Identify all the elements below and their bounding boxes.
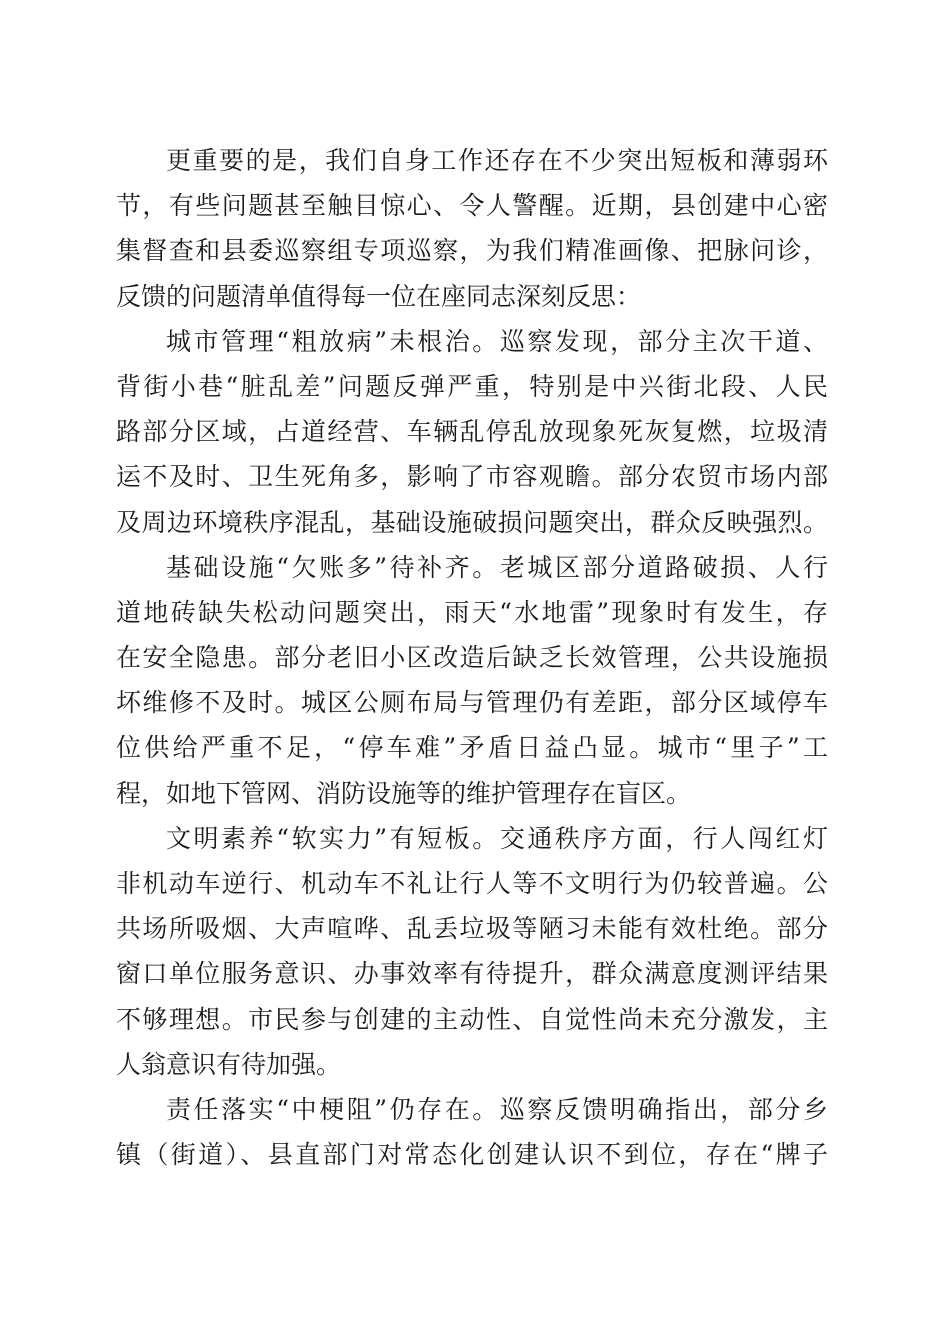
paragraph-3-line-1: 基础设施“欠账多”待补齐。老城区部分道路破损、人行 bbox=[166, 552, 828, 582]
paragraph-2-line-5: 及周边环境秩序混乱，基础设施破损问题突出，群众反映强烈。 bbox=[116, 507, 828, 537]
paragraph-4-line-6: 人翁意识有待加强。 bbox=[116, 1049, 342, 1079]
paragraph-1-line-2: 节，有些问题甚至触目惊心、令人警醒。近期，县创建中心密 bbox=[116, 191, 828, 221]
paragraph-3-line-6: 程，如地下管网、消防设施等的维护管理存在盲区。 bbox=[116, 778, 692, 808]
paragraph-5-line-2: 镇（街道）、县直部门对常态化创建认识不到位，存在“牌子 bbox=[116, 1140, 828, 1170]
paragraph-4-line-1: 文明素养“软实力”有短板。交通秩序方面，行人闯红灯 bbox=[166, 823, 828, 853]
paragraph-4-line-5: 不够理想。市民参与创建的主动性、自觉性尚未充分激发，主 bbox=[116, 1004, 828, 1034]
paragraph-3-line-2: 道地砖缺失松动问题突出，雨天“水地雷”现象时有发生，存 bbox=[116, 597, 828, 627]
paragraph-2-line-2: 背街小巷“脏乱差”问题反弹严重，特别是中兴街北段、人民 bbox=[116, 371, 828, 401]
paragraph-3-line-5: 位供给严重不足，“停车难”矛盾日益凸显。城市“里子”工 bbox=[116, 733, 828, 763]
paragraph-1-line-3: 集督查和县委巡察组专项巡察，为我们精准画像、把脉问诊， bbox=[116, 236, 828, 266]
paragraph-3-line-4: 坏维修不及时。城区公厕布局与管理仍有差距，部分区域停车 bbox=[116, 688, 828, 718]
paragraph-3-line-3: 在安全隐患。部分老旧小区改造后缺乏长效管理，公共设施损 bbox=[116, 643, 828, 673]
document-body bbox=[116, 138, 828, 1177]
paragraph-5-line-1: 责任落实“中梗阻”仍存在。巡察反馈明确指出，部分乡 bbox=[166, 1094, 828, 1124]
paragraph-4-line-2: 非机动车逆行、机动车不礼让行人等不文明行为仍较普遍。公 bbox=[116, 869, 828, 898]
paragraph-4-line-4: 窗口单位服务意识、办事效率有待提升，群众满意度测评结果 bbox=[116, 959, 828, 989]
paragraph-1-line-4: 反馈的问题清单值得每一位在座同志深刻反思： bbox=[116, 281, 642, 311]
paragraph-2-line-3: 路部分区域，占道经营、车辆乱停乱放现象死灰复燃，垃圾清 bbox=[116, 417, 828, 447]
paragraph-1-line-1: 更重要的是，我们自身工作还存在不少突出短板和薄弱环 bbox=[166, 146, 828, 175]
paragraph-2-line-1: 城市管理“粗放病”未根治。巡察发现，部分主次干道、 bbox=[166, 326, 828, 356]
paragraph-4-line-3: 共场所吸烟、大声喧哗、乱丢垃圾等陋习未能有效杜绝。部分 bbox=[116, 914, 828, 944]
paragraph-2-line-4: 运不及时、卫生死角多，影响了市容观瞻。部分农贸市场内部 bbox=[116, 462, 828, 492]
